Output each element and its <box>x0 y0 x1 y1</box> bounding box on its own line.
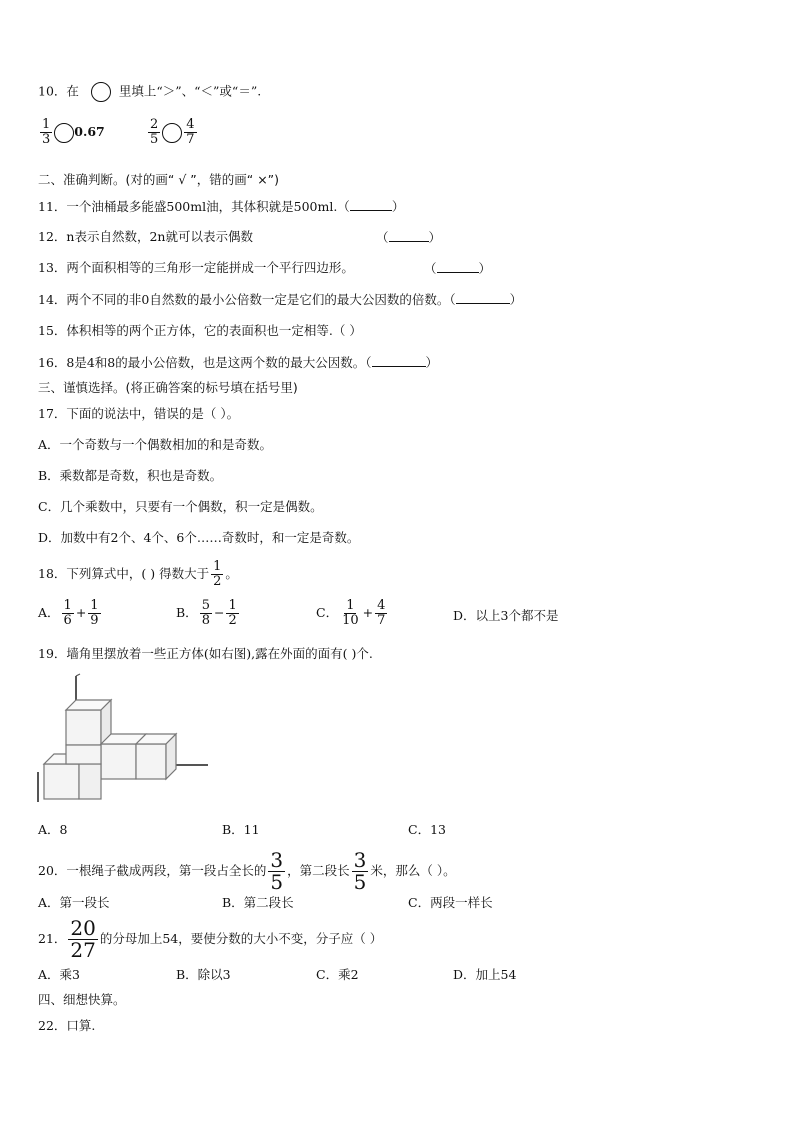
q22: 22．口算. <box>38 1018 96 1033</box>
fraction: $\frac{2}{5}$ <box>150 117 159 147</box>
q19-option-c[interactable]: C．13 <box>408 822 446 837</box>
fraction: $\frac{20}{27}$ <box>70 916 96 962</box>
q13: 13．两个面积相等的三角形一定能拼成一个平行四边形。 <box>38 260 354 275</box>
q17-option-c[interactable]: C．几个乘数中，只要有一个偶数，积一定是偶数。 <box>38 499 323 514</box>
q10-compare-1: $\frac{1}{3}$ 0.67 <box>42 117 105 147</box>
answer-blank[interactable] <box>456 291 510 304</box>
q19-stem: 19．墙角里摆放着一些正方体(如右图),露在外面的面有( )个. <box>38 646 373 661</box>
q12-answer: （ ） <box>376 230 442 245</box>
answer-blank[interactable] <box>372 354 426 367</box>
answer-blank[interactable] <box>350 198 392 211</box>
q10-stem: 10．在 里填上“＞”、“＜”或“＝”. <box>38 82 261 102</box>
cube-stack-figure <box>36 672 216 812</box>
q14: 14．两个不同的非0自然数的最小公倍数一定是它们的最大公因数的倍数。（ ） <box>38 292 523 307</box>
section-3-title: 三、谨慎选择。(将正确答案的标号填在括号里) <box>38 380 298 395</box>
section-4-title: 四、细想快算。 <box>38 992 126 1007</box>
answer-blank[interactable] <box>437 260 479 273</box>
q21-option-a[interactable]: A．乘3 <box>38 967 80 982</box>
answer-circle[interactable] <box>54 123 74 143</box>
fraction: $\frac{1}{3}$ <box>42 117 51 147</box>
q20-option-c[interactable]: C．两段一样长 <box>408 895 493 910</box>
q21-option-b[interactable]: B．除以3 <box>176 967 231 982</box>
q12: 12．n表示自然数，2n就可以表示偶数 <box>38 229 253 244</box>
q21-option-c[interactable]: C．乘2 <box>316 967 359 982</box>
q21-option-d[interactable]: D．加上54 <box>453 967 517 982</box>
q18-option-b[interactable]: B． $\frac{5}{8}$ − $\frac{1}{2}$ <box>176 598 237 628</box>
compare-circle-icon <box>91 82 111 102</box>
q20-stem: 20．一根绳子截成两段，第一段占全长的 $\frac{3}{5}$ ，第二段长 $\frac{3}{5}$ 米，那么（ ）。 <box>38 848 456 894</box>
q16: 16．8是4和8的最小公倍数，也是这两个数的最大公因数。（ ） <box>38 355 439 370</box>
q18-option-d[interactable]: D．以上3个都不是 <box>453 608 559 623</box>
answer-circle[interactable] <box>162 123 182 143</box>
q18-stem: 18．下列算式中，( ) 得数大于 $\frac{1}{2}$ 。 <box>38 559 238 589</box>
fraction: $\frac{4}{7}$ <box>186 117 195 147</box>
q17-option-b[interactable]: B．乘数都是奇数，积也是奇数。 <box>38 468 223 483</box>
q11: 11．一个油桶最多能盛500ml油，其体积就是500ml.（ ） <box>38 199 405 214</box>
fraction: $\frac{3}{5}$ <box>353 848 367 894</box>
q18-option-c[interactable]: C． $\frac{1}{10}$ + $\frac{4}{7}$ <box>316 598 386 628</box>
section-2-title: 二、准确判断。(对的画“ √ ”，错的画“ ×”) <box>38 172 280 187</box>
fraction: $\frac{3}{5}$ <box>270 848 284 894</box>
q17-stem: 17．下面的说法中，错误的是（ ）。 <box>38 406 240 421</box>
q10-compare-2 <box>146 118 199 147</box>
q17-option-a[interactable]: A．一个奇数与一个偶数相加的和是奇数。 <box>38 437 273 452</box>
q19-option-b[interactable]: B．11 <box>222 822 260 837</box>
q18-option-a[interactable]: A． $\frac{1}{6}$ + $\frac{1}{9}$ <box>38 598 99 628</box>
q13-answer: （ ） <box>424 261 492 276</box>
q20-option-a[interactable]: A．第一段长 <box>38 895 110 910</box>
q15: 15．体积相等的两个正方体，它的表面积也一定相等.（ ） <box>38 323 362 338</box>
q17-option-d[interactable]: D．加数中有2个、4个、6个……奇数时，和一定是奇数。 <box>38 530 360 545</box>
fraction: $\frac{1}{2}$ <box>213 559 222 589</box>
q20-option-b[interactable]: B．第二段长 <box>222 895 294 910</box>
q19-option-a[interactable]: A．8 <box>38 822 68 837</box>
q21-stem: 21． $\frac{20}{27}$ 的分母加上54，要使分数的大小不变，分子应（ ） <box>38 916 383 962</box>
answer-blank[interactable] <box>389 229 429 242</box>
